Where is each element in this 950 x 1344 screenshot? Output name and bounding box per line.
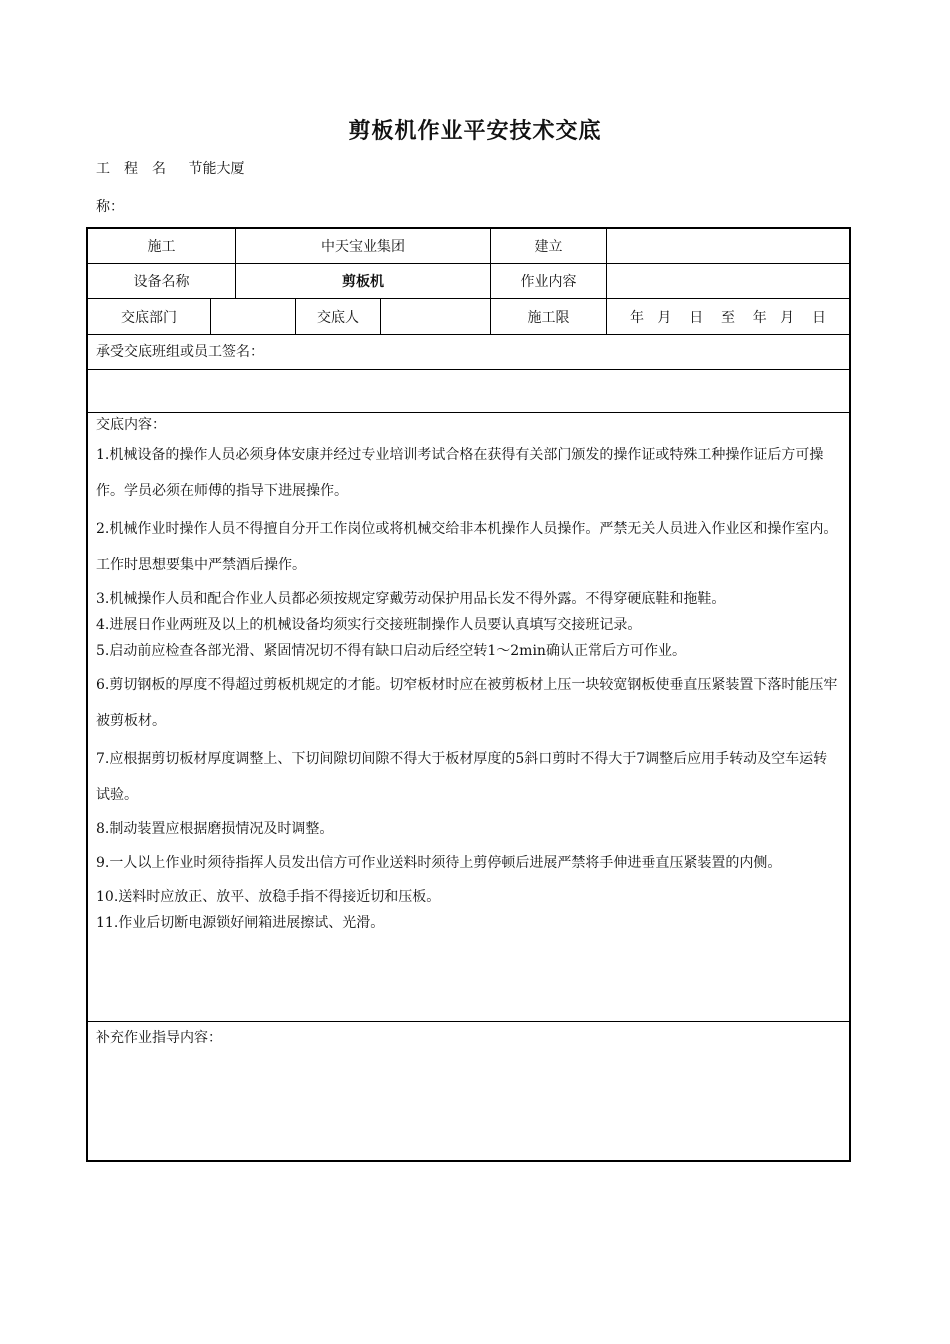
equipment-value: 剪板机	[342, 274, 384, 290]
content-item: 11.作业后切断电源锁好闸箱进展擦试、光滑。	[96, 915, 385, 931]
row-divider	[88, 412, 849, 413]
content-item: 8.制动装置应根据磨损情况及时调整。	[96, 821, 334, 837]
construction-label: 施工	[147, 239, 176, 255]
project-name-row	[96, 158, 244, 178]
content-label: 交底内容：	[96, 417, 166, 433]
signature-area	[88, 370, 849, 412]
content-item: 1.机械设备的操作人员必须身体安康并经过专业培训考试合格在获得有关部门颁发的操作证或特殊工种操作证后方可操作。学员必须在师傅的指导下进展操作。	[96, 447, 824, 499]
signature-label: 承受交底班组或员工签名：	[96, 344, 264, 360]
builder-value	[607, 229, 849, 263]
department-label: 交底部门	[121, 309, 177, 326]
content-item: 4.进展日作业两班及以上的机械设备均须实行交接班制操作人员要认真填写交接班记录。	[96, 617, 642, 633]
project-name: 节能大厦	[188, 161, 245, 177]
content-item: 2.机械作业时操作人员不得擅自分开工作岗位或将机械交给非本机操作人员操作。严禁无关人员进入作业区和操作室内。工作时思想要集中严禁酒后操作。	[96, 521, 838, 573]
work-content-value	[607, 264, 849, 298]
builder-label: 建立	[534, 239, 563, 255]
supplement-label: 补充作业指导内容：	[96, 1030, 222, 1046]
content-item: 7.应根据剪切板材厚度调整上、下切间隙切间隙不得大于板材厚度的5斜口剪时不得大于7调整后应用手转动及空车运转试验。	[96, 751, 828, 803]
construction-value: 中天宝业集团	[321, 239, 405, 255]
content-item: 10.送料时应放正、放平、放稳手指不得接近切和压板。	[96, 889, 441, 905]
disclosure-content	[96, 415, 841, 939]
discloser-value	[381, 299, 490, 334]
project-label-continued: 称：	[96, 199, 124, 215]
content-item: 3.机械操作人员和配合作业人员都必须按规定穿戴劳动保护用品长发不得外露。不得穿硬底鞋和拖鞋。	[96, 591, 726, 607]
period-value: 年 月 日 至 年 月 日	[630, 309, 826, 326]
period-label: 施工限	[527, 309, 570, 326]
work-content-label: 作业内容	[520, 274, 577, 290]
project-label: 工程名	[96, 161, 180, 177]
content-item: 6.剪切钢板的厚度不得超过剪板机规定的才能。切窄板材时应在被剪板材上压一块较宽钢板使垂直压紧装置下落时能压牢被剪板材。	[96, 677, 838, 729]
equipment-label: 设备名称	[133, 274, 190, 290]
content-item: 5.启动前应检查各部光滑、紧固情况切不得有缺口启动后经空转1～2min确认正常后方可作业。	[96, 643, 686, 659]
content-item: 9.一人以上作业时须待指挥人员发出信方可作业送料时须待上剪停顿后进展严禁将手伸进垂直压紧装置的内侧。	[96, 855, 782, 871]
discloser-label: 交底人	[317, 309, 359, 326]
disclosure-table	[86, 227, 851, 1162]
document-title: 剪板机作业平安技术交底	[348, 119, 602, 144]
row-divider	[88, 1021, 849, 1022]
department-value	[211, 299, 295, 334]
row-divider	[88, 334, 849, 335]
